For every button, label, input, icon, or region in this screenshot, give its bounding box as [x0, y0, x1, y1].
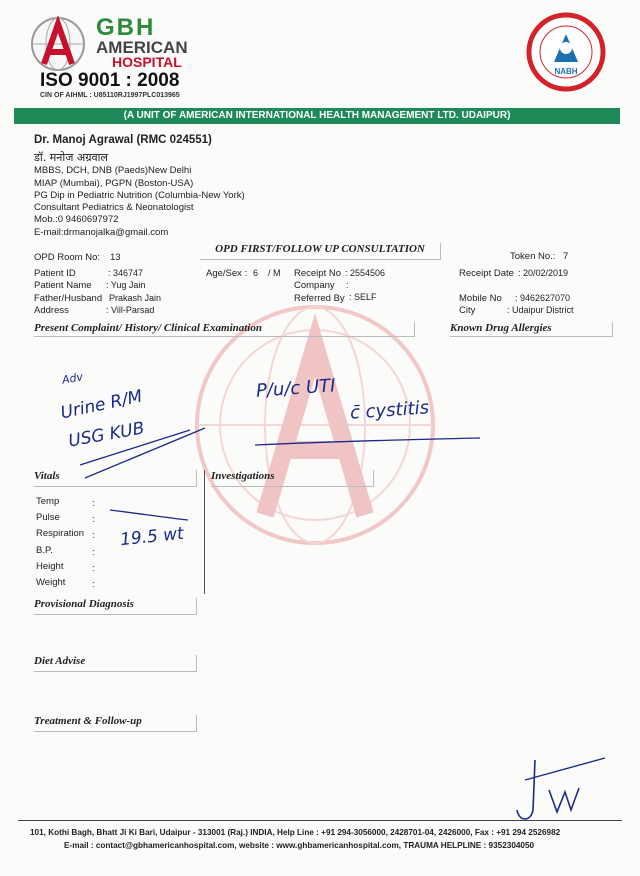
footer-address: 101, Kothi Bagh, Bhatt Ji Ki Bari, Udaipur - 313001 (Raj.) INDIA, Help Line : +91 294-3056000, 2428701-04, 2426000, Fax : +91 294 2526982: [30, 828, 561, 837]
vital-colon: : : : : : :: [92, 498, 95, 591]
vital-label: Respiration: [36, 528, 85, 539]
room-value: 13: [110, 252, 121, 263]
handwritten-usg: USG KUB: [66, 418, 146, 452]
vital-label: Temp: [36, 496, 60, 507]
age-sex-label: Age/Sex :: [206, 268, 248, 279]
footer-rule: [18, 820, 622, 821]
receipt-value: : 2554506: [345, 268, 386, 278]
room-label: OPD Room No:: [34, 252, 100, 263]
mobile-label: Mobile No: [459, 293, 502, 304]
mobile-value: : 9462627070: [515, 293, 571, 303]
brand-top: GBH: [96, 14, 156, 41]
handwritten-respiration: 19.5 wt: [119, 523, 185, 551]
referred-label: Referred By: [294, 293, 345, 304]
patient-name-label: Patient Name: [34, 280, 92, 291]
doctor-name-hindi: डॉ. मनोज अग्रवाल: [34, 151, 108, 164]
svg-text:NABH: NABH: [554, 67, 578, 76]
handwritten-adv: Adv: [61, 370, 85, 387]
address-label: Address: [34, 305, 69, 316]
treatment-section-title: Treatment & Follow-up: [34, 715, 197, 732]
cin-label: CIN OF AIHML : U85110RJ1997PLC013965: [40, 92, 180, 99]
doctor-line: Consultant Pediatrics & Neonatologist: [34, 202, 194, 213]
receipt-date-label: Receipt Date: [459, 268, 514, 279]
company-label: Company: [294, 280, 335, 291]
vital-label: Pulse: [36, 512, 60, 523]
receipt-label: Receipt No: [294, 268, 341, 279]
patient-name-value: : Yug Jain: [106, 280, 146, 290]
allergies-section-title: Known Drug Allergies: [450, 322, 613, 337]
signature: [505, 750, 615, 830]
iso-label: ISO 9001 : 2008: [40, 70, 180, 91]
referred-value: : SELF: [349, 292, 377, 302]
form-title: OPD FIRST/FOLLOW UP CONSULTATION: [200, 243, 441, 260]
address-value: : Vill-Parsad: [106, 305, 155, 315]
father-value: Prakash Jain: [109, 293, 162, 303]
patient-id-value: : 346747: [108, 268, 144, 278]
handwritten-urine: Urine R/M: [58, 386, 145, 424]
handwritten-diagnosis-2: c̄ cystitis: [349, 397, 430, 424]
diet-section-title: Diet Advise: [34, 655, 197, 672]
father-label: Father/Husband: [34, 293, 103, 304]
complaint-section-title: Present Complaint/ History/ Clinical Examination: [34, 322, 415, 337]
nabh-seal: [526, 12, 606, 92]
vital-label: B.P.: [36, 545, 53, 556]
doctor-line: Mob.:0 9460697972: [34, 214, 119, 225]
brand-bottom: HOSPITAL: [112, 54, 182, 70]
city-value: : Udaipur District: [507, 305, 574, 315]
doctor-line: MIAP (Mumbai), PGPN (Boston-USA): [34, 178, 194, 189]
sex-value: / M: [268, 268, 281, 278]
hospital-logo: [30, 16, 86, 72]
doctor-email: E-mail:drmanojalka@gmail.com: [34, 227, 169, 238]
patient-id-label: Patient ID: [34, 268, 76, 279]
globe-icon: [30, 16, 86, 72]
provisional-section-title: Provisional Diagnosis: [34, 598, 197, 615]
footer-contact: E-mail : contact@gbhamericanhospital.com, website : www.ghbamericanhospital.com, TRAUMA HELPLINE : 9352304050: [64, 841, 535, 850]
token-label: Token No.:: [510, 251, 556, 262]
handwritten-diagnosis: P/u/c UTI: [255, 375, 337, 402]
city-label: City: [459, 305, 476, 316]
doctor-line: MBBS, DCH, DNB (Paeds)New Delhi: [34, 165, 192, 176]
investigations-section-title: Investigations: [211, 470, 374, 487]
vital-label: Weight: [36, 577, 66, 588]
age-value: 6: [253, 268, 259, 278]
header-banner: (A UNIT OF AMERICAN INTERNATIONAL HEALTH MANAGEMENT LTD. UDAIPUR): [14, 108, 620, 124]
vitals-section-title: Vitals: [34, 470, 197, 487]
vital-label: Height: [36, 561, 64, 572]
company-value: :: [346, 280, 349, 290]
doctor-line: PG Dip in Pediatric Nutrition (Columbia-New York): [34, 190, 245, 201]
doctor-name: Dr. Manoj Agrawal (RMC 024551): [34, 134, 212, 146]
brand-mid: AMERICAN: [96, 38, 188, 57]
token-value: 7: [563, 251, 569, 262]
receipt-date-value: : 20/02/2019: [518, 268, 569, 278]
